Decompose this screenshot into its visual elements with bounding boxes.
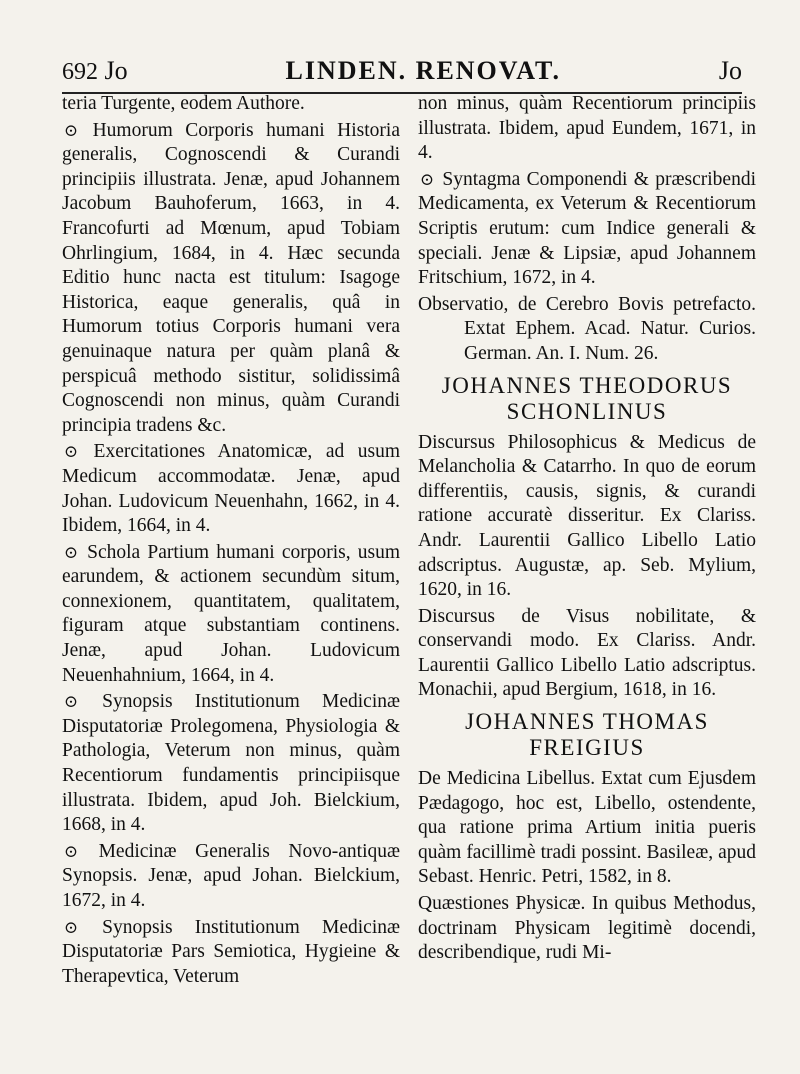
author-heading: JOHANNES THEODORUS SCHONLINUS — [441, 372, 733, 424]
page-number: 692 — [62, 59, 98, 85]
circle-dot-icon: ⊙ — [63, 692, 79, 712]
entry: ⊙ Exercitationes Anatomicæ, ad usum Medicum accommodatæ. Jenæ, apud Johan. Ludovicum Neuenhahn, 1662, in 4. Ibidem, 1664, in 4. — [62, 441, 400, 537]
circle-dot-icon: ⊙ — [63, 120, 79, 140]
entry: ⊙ Humorum Corporis humani Historia generalis, Cognoscendi & Curandi principiis illustrata. Jenæ, apud Johannem Jacobum Bauhoferum, 1663, in 4. Francofurti ad Mœnum, apud Tobiam Ohrlingium, 1684, in 4. Hæc secunda Editio hunc nacta est titulum: Isagoge Historica, eaque generalis, quâ in Humorum totius Corporis humani vera genuinaque natura per quàm planâ & perspicuâ methodo sistitur, solidissimâ Cognoscendi non minus, quàm Curandi principia tradens &c. — [62, 119, 401, 436]
header-left — [62, 56, 128, 86]
entry: ⊙ Medicinæ Generalis Novo-antiquæ Synopsis. Jenæ, apud Johan. Bielckium, 1672, in 4. — [62, 840, 401, 911]
right-column — [418, 92, 756, 968]
entry: non minus, quàm Recentiorum principiis illustrata. Ibidem, apud Eundem, 1671, in 4. — [418, 93, 756, 164]
entry: ⊙ Syntagma Componendi & præscribendi Medicamenta, ex Veterum & Recentiorum Scriptis erutum: cum Indice generali & speciali. Jenæ & Lipsiæ, apud Johannem Fritschium, 1672, in 4. — [418, 168, 756, 289]
entry: Quæstiones Physicæ. In quibus Methodus, doctrinam Physicam legitimè docendi, describendique, rudi Mi- — [418, 893, 756, 964]
circle-dot-icon: ⊙ — [419, 169, 435, 189]
header-left-letters: Jo — [104, 56, 128, 85]
entry: ⊙ Synopsis Institutionum Medicinæ Disputatoriæ Pars Semiotica, Hygieine & Therapevtica, Veterum — [62, 916, 400, 987]
circle-dot-icon: ⊙ — [63, 442, 79, 462]
running-header — [62, 56, 742, 96]
entry: teria Turgente, eodem Authore. — [62, 93, 305, 114]
entry: ⊙ Synopsis Institutionum Medicinæ Disputatoriæ Prolegomena, Physiologia & Pathologia, Veterum non minus, quàm Recentiorum fundamentis principiisque illustrata. Ibidem, apud Joh. Bielckium, 1668, in 4. — [62, 691, 400, 836]
header-right-letters: Jo — [718, 56, 742, 85]
author-heading: JOHANNES THOMAS FREIGIUS — [465, 709, 709, 761]
entry: Discursus de Visus nobilitate, & conservandi modo. Ex Clariss. Andr. Laurentii Gallico Libello Latio adscriptus. Monachii, apud Bergium, 1618, in 16. — [418, 605, 756, 701]
entry: ⊙ Schola Partium humani corporis, usum earundem, & actionem secundùm situm, connexionem, quantitatem, qualitatem, figuram atque substantiam continens. Jenæ, apud Johan. Ludovicum Neuenhahnium, 1664, in 4. — [62, 541, 401, 686]
circle-dot-icon: ⊙ — [63, 917, 79, 937]
left-column — [62, 92, 400, 991]
entry: De Medicina Libellus. Extat cum Ejusdem Pædagogo, hoc est, Libello, ostendente, qua ratione prima Artium initia pueris quàm facillimè tradi possint. Basileæ, apud Sebast. Henric. Petri, 1582, in 8. — [418, 768, 756, 888]
entry: Discursus Philosophicus & Medicus de Melancholia & Catarrho. In quo de eorum differentiis, causis, signis, & curandi ratione accuratè disseritur. Ex Clariss. Andr. Laurentii Gallico Libello Latio adscriptus. Augustæ, ap. Seb. Mylium, 1620, in 16. — [418, 431, 756, 601]
circle-dot-icon: ⊙ — [63, 542, 79, 562]
running-title: LINDEN. RENOVAT. — [285, 56, 561, 85]
circle-dot-icon: ⊙ — [63, 841, 79, 861]
entry-observatio: Observatio, de Cerebro Bovis petrefacto. Extat Ephem. Acad. Natur. Curios. German. An. I. Num. 26. — [418, 293, 756, 364]
